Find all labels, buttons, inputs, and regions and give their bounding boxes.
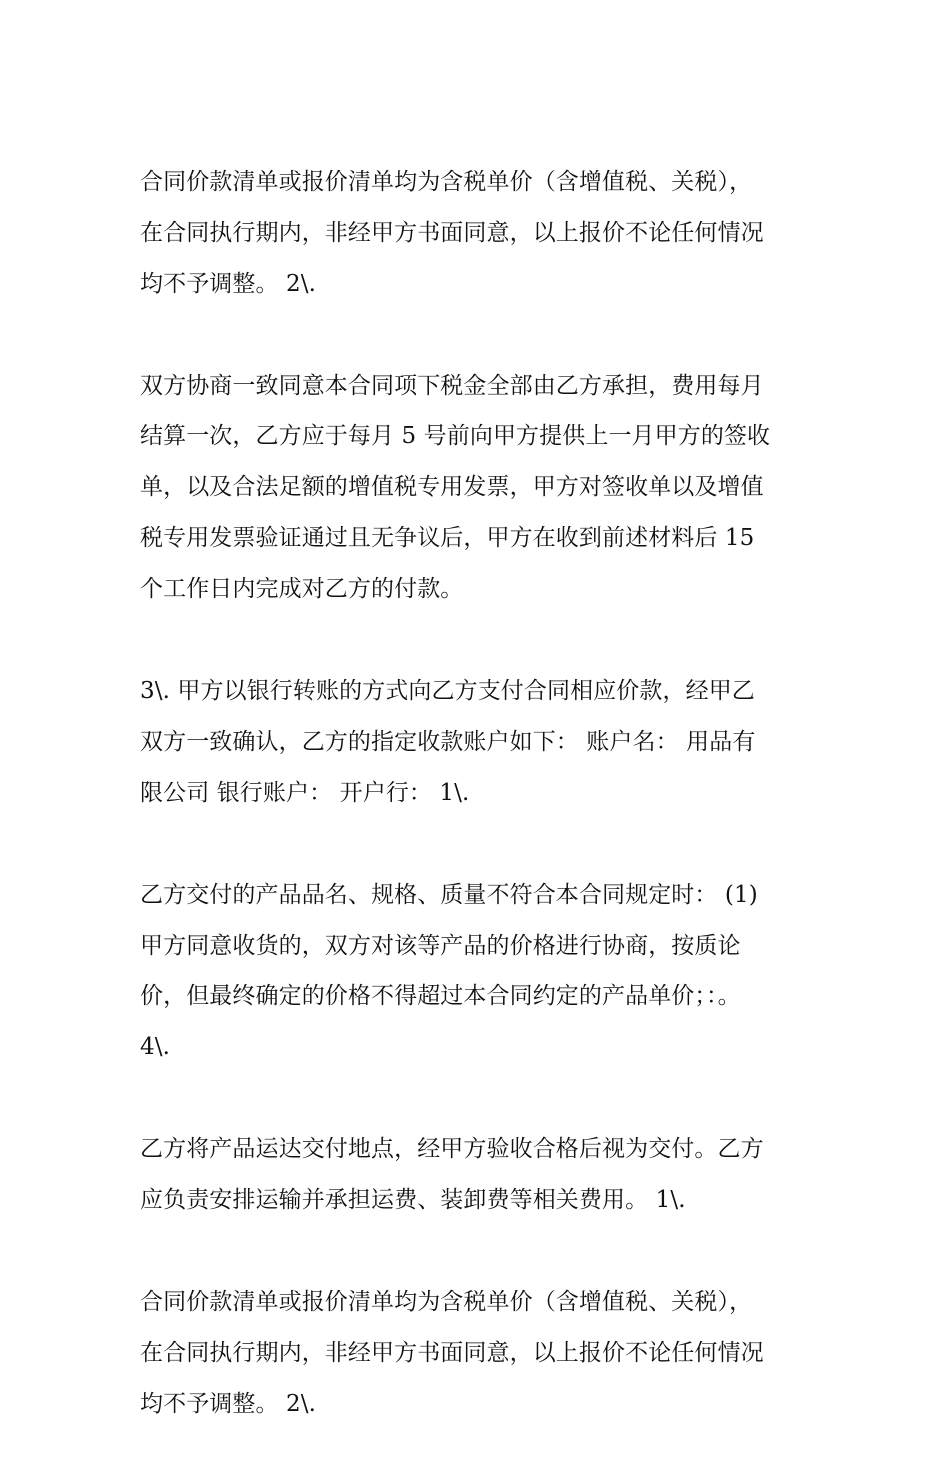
paragraph-bank-transfer: 3\. 甲方以银行转账的方式向乙方支付合同相应价款，经甲乙 双方一致确认，乙方的指定收款账户如下： 账户名： 用品有 限公司 银行账户： 开户行： 1\. (140, 677, 756, 806)
paragraph-tax-and-settlement: 双方协商一致同意本合同项下税金全部由乙方承担，费用每月 结算一次，乙方应于每月 5 号前向甲方提供上一月甲方的签收 单，以及合法足额的增值税专用发票，甲方对签收单以及增值 税专用发票验证通过且无争议后，甲方在收到前述材料后 15 个工作日内完成对乙方的付款。 (140, 372, 771, 603)
document-body (140, 106, 830, 1480)
paragraph-delivery: 乙方将产品运达交付地点，经甲方验收合格后视为交付。乙方 应负责安排运输并承担运费、装卸费等相关费用。 1\. (140, 1136, 764, 1214)
paragraph-tax-inclusive-price-2: 合同价款清单或报价清单均为含税单价（含增值税、关税）， 在合同执行期内，非经甲方书面同意，以上报价不论任何情况 均不予调整。 2\. (140, 1288, 764, 1417)
paragraph-tax-inclusive-price-1: 合同价款清单或报价清单均为含税单价（含增值税、关税）， 在合同执行期内，非经甲方书面同意，以上报价不论任何情况 均不予调整。 2\. (140, 168, 764, 297)
paragraph-nonconforming-products: 乙方交付的产品品名、规格、质量不符合本合同规定时： (1) 甲方同意收货的，双方对该等产品的价格进行协商，按质论 价，但最终确定的价格不得超过本合同约定的产品单价；：。 4\. (140, 881, 758, 1061)
